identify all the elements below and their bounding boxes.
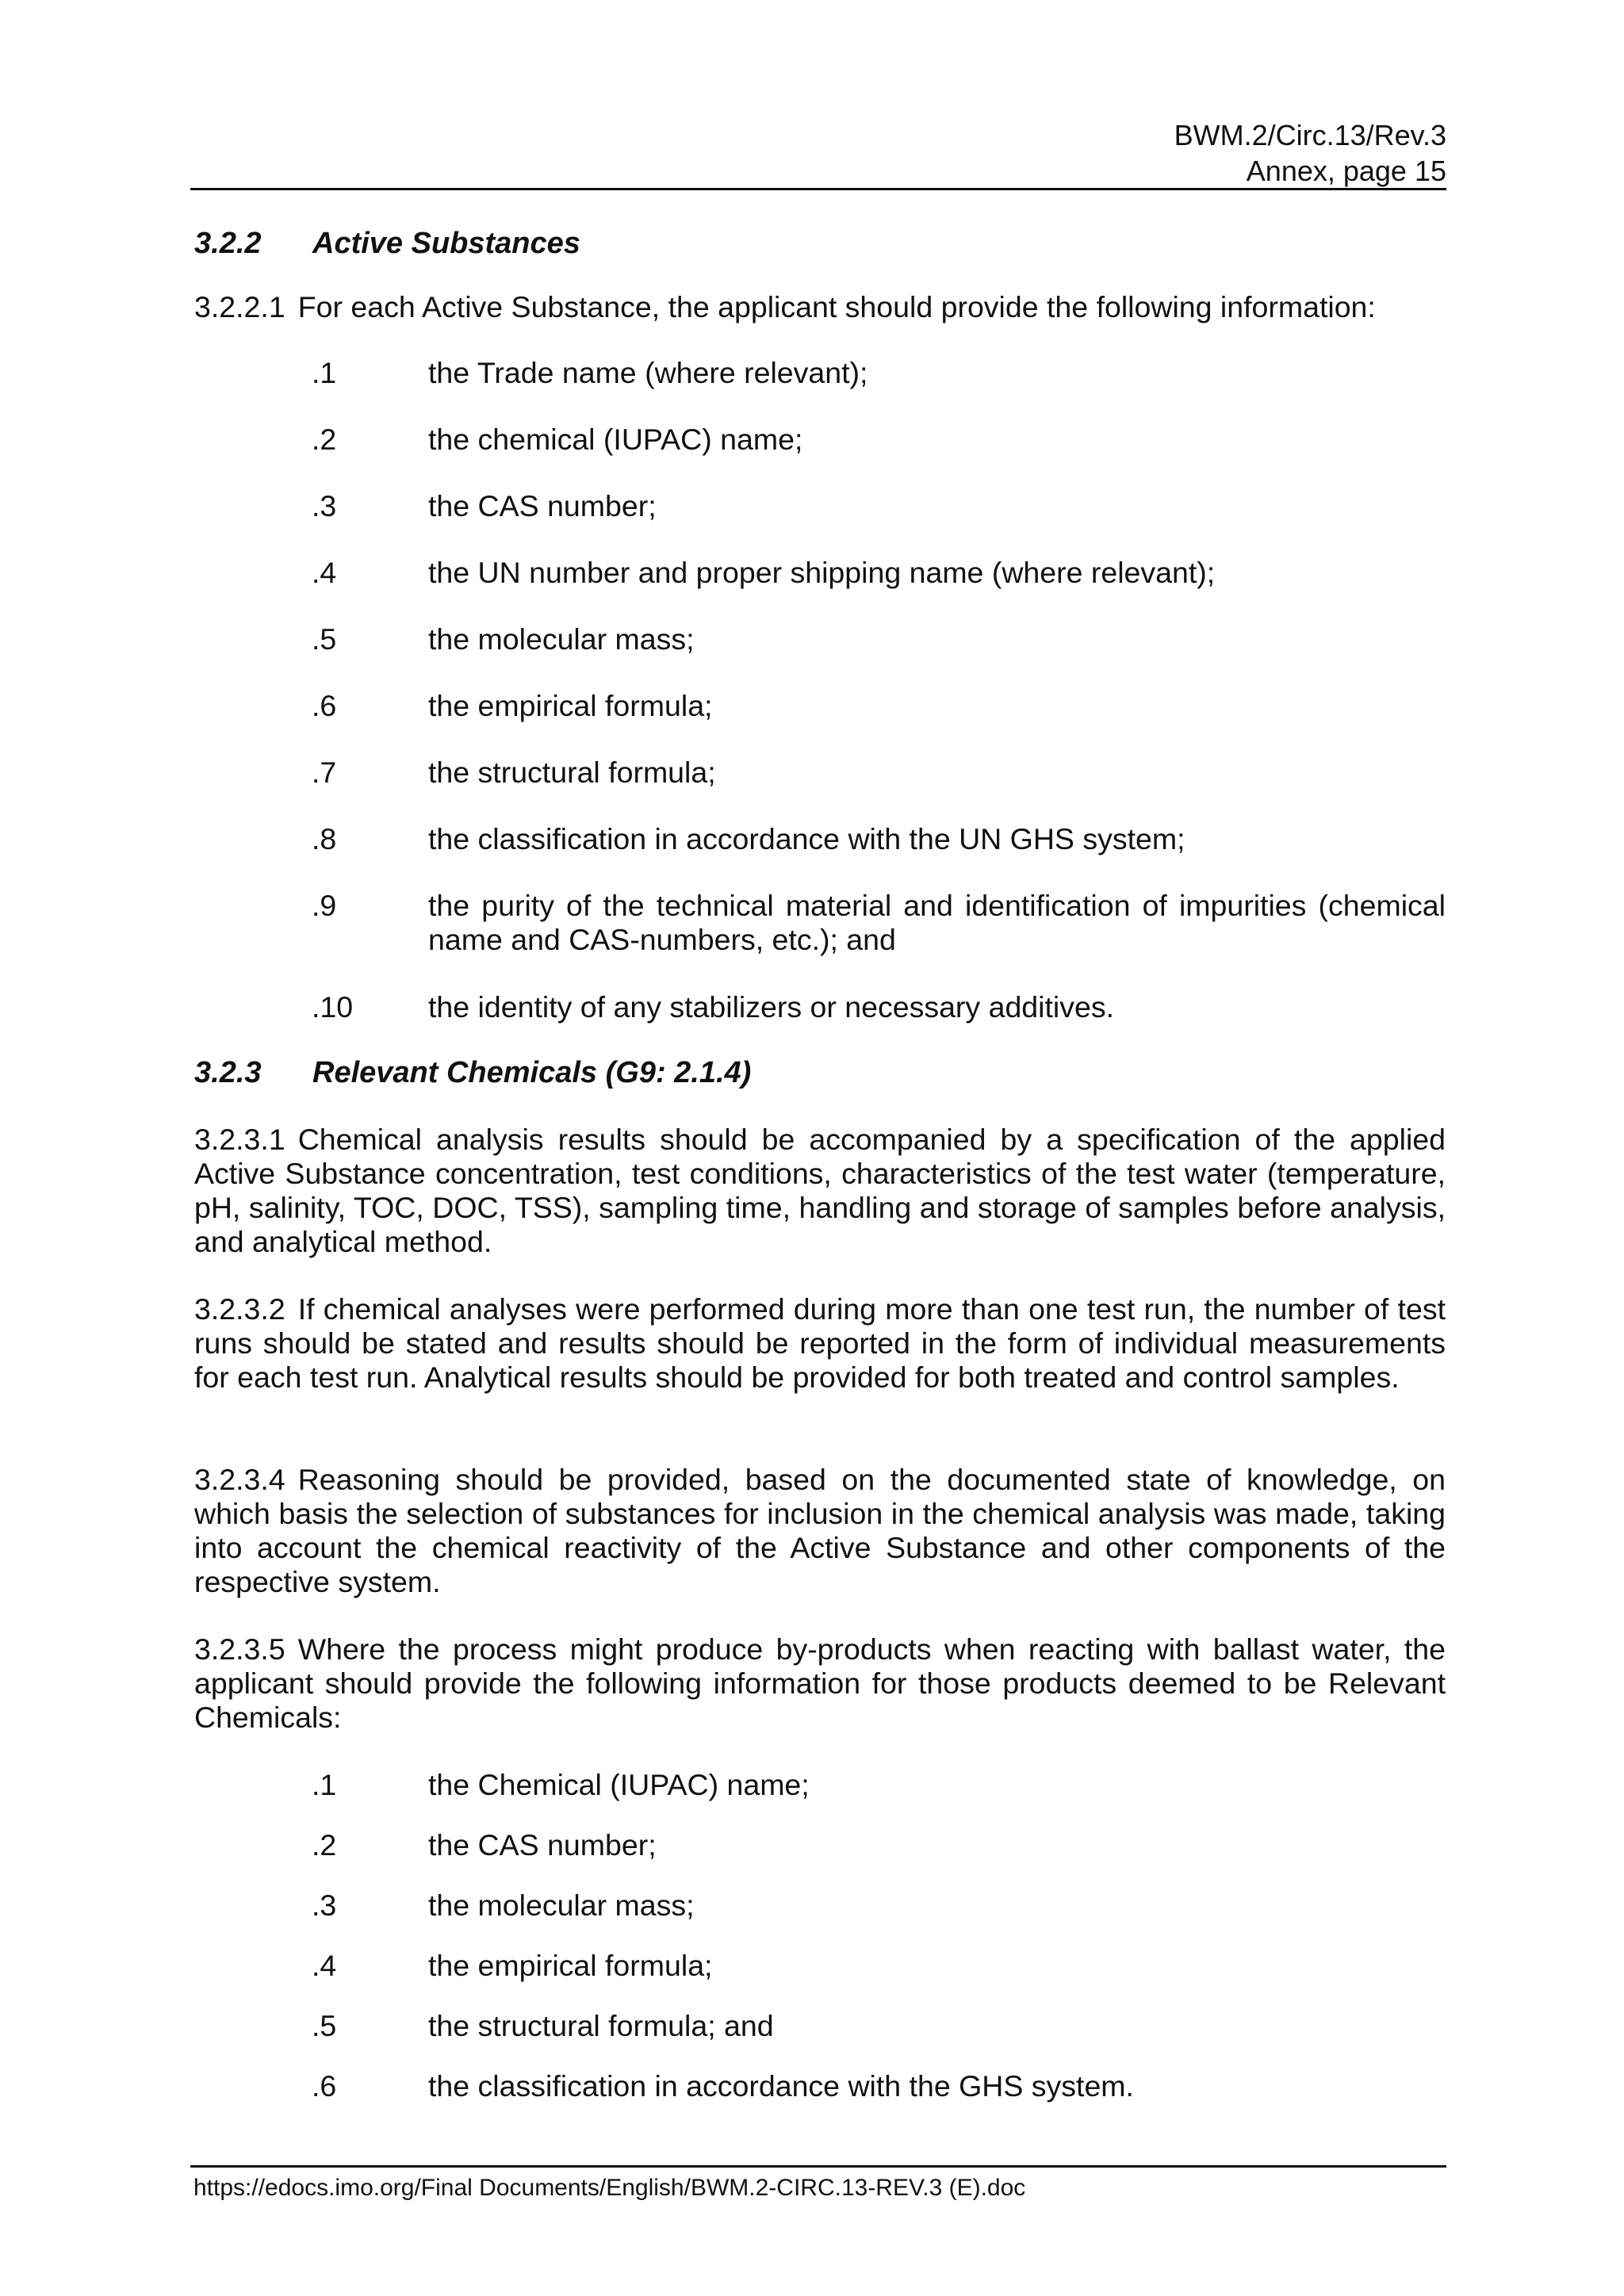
footer-divider — [190, 2165, 1446, 2168]
header-divider — [190, 188, 1446, 190]
list-item-number: .5 — [312, 622, 337, 656]
list-item-number: .5 — [312, 2009, 337, 2042]
paragraph-number: 3.2.3.2 — [194, 1292, 285, 1326]
paragraph-text: For each Active Substance, the applicant should provide the following information: — [297, 290, 1376, 323]
paragraph-3-2-3-5 — [194, 1632, 1446, 1735]
paragraph-text: Reasoning should be provided, based on the documented state of knowledge, on which basis the selection of substances for inclusion in the chemical analysis was made, taking into account the chemical reactivity of the Active Substance and other components of the respective system. — [194, 1463, 1446, 1598]
paragraph-number: 3.2.2.1 — [194, 290, 285, 323]
paragraph-number: 3.2.3.4 — [194, 1463, 285, 1496]
list-item-text: the Chemical (IUPAC) name; — [428, 1768, 810, 1801]
paragraph-number: 3.2.3.5 — [194, 1632, 285, 1666]
paragraph-text: Where the process might produce by-products when reacting with ballast water, the applicant should provide the following information for those products deemed to be Relevant Chemicals: — [194, 1632, 1446, 1734]
paragraph-number: 3.2.3.1 — [194, 1123, 285, 1156]
list-item-text: the CAS number; — [428, 1828, 657, 1862]
list-item-number: .7 — [312, 756, 337, 789]
list-item-text: the chemical (IUPAC) name; — [428, 423, 803, 456]
page-header — [190, 117, 1446, 189]
list-item-number: .4 — [312, 556, 337, 589]
list-item-number: .4 — [312, 1949, 337, 1982]
list-item-text: the empirical formula; — [428, 689, 713, 722]
list-item-number: .2 — [312, 423, 337, 456]
footer-document-path: https://edocs.imo.org/Final Documents/English/BWM.2-CIRC.13-REV.3 (E).doc — [193, 2175, 1026, 2201]
document-symbol: BWM.2/Circ.13/Rev.3 — [1174, 119, 1446, 151]
list-item-number: .6 — [312, 2069, 337, 2103]
list-item-text: the UN number and proper shipping name (where relevant); — [428, 556, 1216, 589]
list-item-text: the Trade name (where relevant); — [428, 356, 868, 389]
list-item-number: .8 — [312, 822, 337, 855]
list-item-text: the structural formula; and — [428, 2009, 774, 2042]
list-item-text: the classification in accordance with the UN GHS system; — [428, 822, 1185, 855]
section-number: 3.2.3 — [194, 1056, 262, 1089]
list-item-number: .3 — [312, 1888, 337, 1922]
paragraph-3-2-2-1 — [194, 290, 1446, 324]
section-title: Relevant Chemicals (G9: 2.1.4) — [312, 1056, 752, 1089]
section-number: 3.2.2 — [194, 227, 262, 260]
paragraph-text: Chemical analysis results should be accompanied by a specification of the applied Active Substance concentration, test conditions, characteristics of the test water (temperature, pH, salinity, TOC, DOC, TSS), sampling time, handling and storage of samples before analysis, and analytical method. — [194, 1123, 1446, 1258]
list-item-text: the identity of any stabilizers or necessary additives. — [428, 990, 1115, 1024]
list-item-text: the classification in accordance with the GHS system. — [428, 2069, 1134, 2103]
page-number: Annex, page 15 — [1246, 155, 1446, 187]
paragraph-3-2-3-1 — [194, 1123, 1446, 1259]
list-item-number: .6 — [312, 689, 337, 722]
list-item-number: .10 — [312, 990, 354, 1024]
section-title: Active Substances — [312, 227, 580, 260]
list-item-text: the molecular mass; — [428, 622, 695, 656]
list-item-text: the structural formula; — [428, 756, 716, 789]
list-item-number: .1 — [312, 356, 337, 389]
list-item-number: .2 — [312, 1828, 337, 1862]
list-item-text: the empirical formula; — [428, 1949, 713, 1982]
list-item-number: .3 — [312, 489, 337, 522]
list-item-text: the purity of the technical material and identification of impurities (chemical name and CAS-numbers, etc.); and — [428, 889, 1446, 956]
list-item-number: .9 — [312, 889, 337, 922]
paragraph-3-2-3-4 — [194, 1463, 1446, 1599]
paragraph-text: If chemical analyses were performed during more than one test run, the number of test runs should be stated and results should be reported in the form of individual measurements for each test run. Analytical results should be provided for both treated and control samples. — [194, 1292, 1446, 1394]
list-item-text: the CAS number; — [428, 489, 657, 522]
list-item-number: .1 — [312, 1768, 337, 1801]
list-item-text: the molecular mass; — [428, 1888, 695, 1922]
paragraph-3-2-3-2 — [194, 1292, 1446, 1395]
